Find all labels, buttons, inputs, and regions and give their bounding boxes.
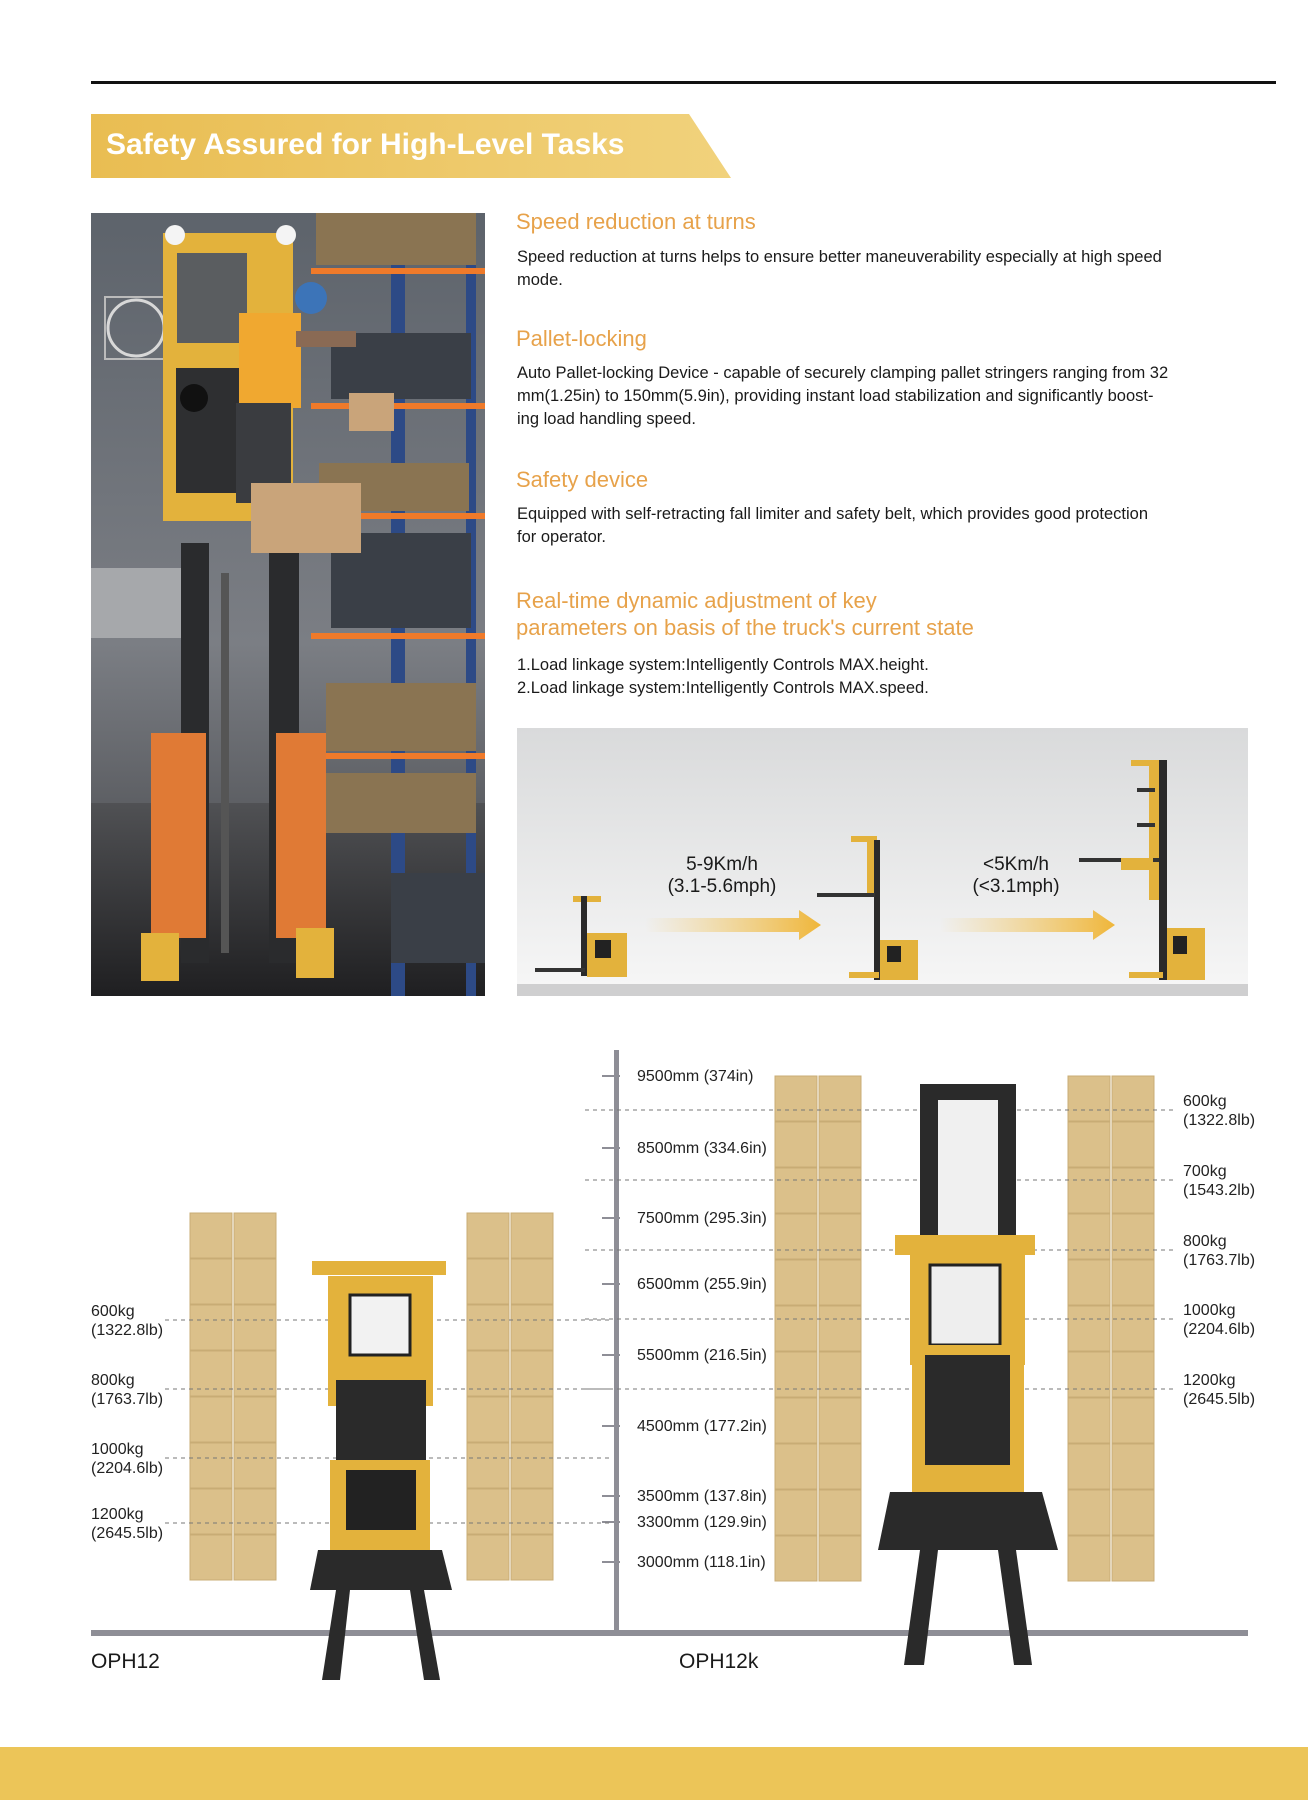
cargo-box — [1068, 1168, 1110, 1213]
load-lb-label: (2204.6lb) — [1183, 1321, 1256, 1338]
capacity-chart — [0, 1040, 1308, 1730]
text-safety-device — [517, 503, 1265, 549]
cargo-box — [775, 1076, 817, 1121]
cargo-box — [819, 1260, 861, 1305]
text-speed-reduction — [517, 246, 1265, 292]
heading-dynamic-adjustment — [516, 587, 974, 641]
speed-imperial: (<3.1mph) — [972, 876, 1060, 897]
text-line: for operator. — [517, 528, 606, 546]
cargo-box — [775, 1260, 817, 1305]
cargo-box — [234, 1443, 276, 1488]
cargo-box — [1068, 1444, 1110, 1489]
cargo-box — [775, 1536, 817, 1581]
height-label: 3000mm (118.1in) — [637, 1554, 766, 1571]
load-kg-label: 600kg — [91, 1303, 135, 1320]
cargo-box — [775, 1168, 817, 1213]
oph12k-truck-part — [895, 1235, 1035, 1255]
load-kg-label: 800kg — [1183, 1233, 1227, 1250]
speed-diagram — [517, 728, 1248, 996]
cargo-box — [1112, 1306, 1154, 1351]
cargo-box — [467, 1259, 509, 1304]
chart-baseline — [91, 1630, 1248, 1636]
page-title: Safety Assured for High-Level Tasks — [106, 128, 625, 161]
cargo-box — [1068, 1398, 1110, 1443]
load-lb-label: (2204.6lb) — [91, 1460, 164, 1477]
text-line: 1.Load linkage system:Intelligently Controls MAX.height. — [517, 656, 929, 674]
oph12-truck-part — [312, 1261, 446, 1275]
heading-safety-device: Safety device — [516, 467, 649, 492]
oph12k-truck-part — [998, 1550, 1032, 1665]
height-label: 4500mm (177.2in) — [637, 1418, 767, 1435]
cargo-box — [1068, 1260, 1110, 1305]
cargo-box — [1068, 1076, 1110, 1121]
oph12k-truck-part — [925, 1355, 1010, 1465]
load-kg-label: 1200kg — [91, 1506, 144, 1523]
cargo-box — [819, 1214, 861, 1259]
cargo-box — [1112, 1214, 1154, 1259]
cargo-box — [775, 1490, 817, 1535]
text-line: Equipped with self-retracting fall limiter and safety belt, which provides good protection — [517, 505, 1148, 523]
oph12k-truck-part — [878, 1492, 1058, 1550]
height-label: 8500mm (334.6in) — [637, 1140, 767, 1157]
cargo-box — [775, 1444, 817, 1489]
height-label: 7500mm (295.3in) — [637, 1210, 767, 1227]
speed-metric: <5Km/h — [982, 854, 1049, 875]
heading-line: parameters on basis of the truck's current state — [516, 615, 974, 640]
oph12k-truck-part — [904, 1550, 938, 1665]
speed-label-low — [647, 854, 797, 898]
cargo-box — [190, 1305, 232, 1350]
cargo-box — [511, 1259, 553, 1304]
cargo-box — [234, 1305, 276, 1350]
cargo-box — [1068, 1490, 1110, 1535]
height-label: 6500mm (255.9in) — [637, 1276, 767, 1293]
cargo-box — [467, 1535, 509, 1580]
cargo-box — [775, 1398, 817, 1443]
cargo-box — [190, 1489, 232, 1534]
cargo-box — [190, 1213, 232, 1258]
cargo-box — [511, 1535, 553, 1580]
cargo-box — [190, 1351, 232, 1396]
cargo-box — [1112, 1122, 1154, 1167]
cargo-box — [1112, 1260, 1154, 1305]
text-line: Speed reduction at turns helps to ensure better maneuverability especially at high speed — [517, 248, 1162, 266]
speed-metric: 5-9Km/h — [686, 854, 758, 875]
cargo-box — [190, 1259, 232, 1304]
cargo-box — [775, 1352, 817, 1397]
load-lb-label: (1543.2lb) — [1183, 1182, 1256, 1199]
cargo-box — [234, 1213, 276, 1258]
text-line: Auto Pallet-locking Device - capable of securely clamping pallet stringers ranging from 32 — [517, 364, 1169, 382]
load-lb-label: (1763.7lb) — [1183, 1252, 1256, 1269]
load-kg-label: 800kg — [91, 1372, 135, 1389]
text-line: mm(1.25in) to 150mm(5.9in), providing instant load stabilization and significantly boost- — [517, 387, 1154, 405]
model-label-oph12k: OPH12k — [679, 1650, 759, 1673]
oph12-truck-part — [346, 1470, 416, 1530]
top-rule — [91, 81, 1276, 84]
cargo-box — [1112, 1490, 1154, 1535]
speed-imperial: (3.1-5.6mph) — [667, 876, 777, 897]
load-kg-label: 700kg — [1183, 1163, 1227, 1180]
text-pallet-locking — [517, 362, 1265, 431]
load-lb-label: (1322.8lb) — [91, 1322, 164, 1339]
speed-label-high — [941, 854, 1091, 898]
height-label: 3300mm (129.9in) — [637, 1514, 767, 1531]
cargo-box — [234, 1535, 276, 1580]
cargo-box — [819, 1536, 861, 1581]
warehouse-operator-photo — [91, 213, 485, 996]
cargo-box — [467, 1489, 509, 1534]
height-label: 5500mm (216.5in) — [637, 1347, 767, 1364]
height-label: 9500mm (374in) — [637, 1068, 754, 1085]
cargo-box — [1112, 1398, 1154, 1443]
oph12-truck-part — [310, 1550, 452, 1590]
cargo-box — [819, 1076, 861, 1121]
cargo-box — [1068, 1536, 1110, 1581]
load-kg-label: 1000kg — [1183, 1302, 1236, 1319]
cargo-box — [819, 1306, 861, 1351]
cargo-box — [1112, 1168, 1154, 1213]
cargo-box — [467, 1213, 509, 1258]
cargo-box — [511, 1443, 553, 1488]
cargo-box — [1112, 1536, 1154, 1581]
cargo-box — [819, 1168, 861, 1213]
cargo-box — [467, 1397, 509, 1442]
cargo-box — [190, 1535, 232, 1580]
load-kg-label: 600kg — [1183, 1093, 1227, 1110]
cargo-box — [819, 1122, 861, 1167]
cargo-box — [819, 1444, 861, 1489]
cargo-box — [1112, 1352, 1154, 1397]
oph12-truck-part — [336, 1380, 426, 1460]
footer-band — [0, 1747, 1308, 1800]
height-axis — [614, 1050, 619, 1630]
cargo-box — [511, 1305, 553, 1350]
cargo-box — [819, 1490, 861, 1535]
load-lb-label: (2645.5lb) — [1183, 1391, 1256, 1408]
cargo-box — [511, 1489, 553, 1534]
load-lb-label: (1322.8lb) — [1183, 1112, 1256, 1129]
text-line: mode. — [517, 271, 563, 289]
cargo-box — [467, 1305, 509, 1350]
cargo-box — [234, 1259, 276, 1304]
cargo-box — [775, 1214, 817, 1259]
cargo-box — [1112, 1076, 1154, 1121]
cargo-box — [775, 1306, 817, 1351]
load-lb-label: (1763.7lb) — [91, 1391, 164, 1408]
cargo-box — [190, 1397, 232, 1442]
cargo-box — [1068, 1122, 1110, 1167]
cargo-box — [1068, 1214, 1110, 1259]
cargo-box — [1068, 1306, 1110, 1351]
cargo-box — [819, 1352, 861, 1397]
height-label: 3500mm (137.8in) — [637, 1488, 767, 1505]
cargo-box — [234, 1397, 276, 1442]
cargo-box — [819, 1398, 861, 1443]
heading-pallet-locking: Pallet-locking — [516, 326, 647, 351]
cargo-box — [467, 1443, 509, 1488]
cargo-box — [511, 1213, 553, 1258]
cargo-box — [1112, 1444, 1154, 1489]
load-kg-label: 1000kg — [91, 1441, 144, 1458]
text-line: ing load handling speed. — [517, 410, 696, 428]
load-kg-label: 1200kg — [1183, 1372, 1236, 1389]
cargo-box — [775, 1122, 817, 1167]
oph12-truck-part — [350, 1295, 410, 1355]
model-label-oph12: OPH12 — [91, 1650, 160, 1673]
load-lb-label: (2645.5lb) — [91, 1525, 164, 1542]
cargo-box — [1068, 1352, 1110, 1397]
cargo-box — [190, 1443, 232, 1488]
heading-speed-reduction: Speed reduction at turns — [516, 209, 756, 234]
text-dynamic-adjustment — [517, 654, 1265, 700]
cargo-box — [511, 1397, 553, 1442]
heading-line: Real-time dynamic adjustment of key — [516, 588, 877, 613]
cargo-box — [234, 1489, 276, 1534]
text-line: 2.Load linkage system:Intelligently Controls MAX.speed. — [517, 679, 929, 697]
oph12k-truck-part — [930, 1265, 1000, 1345]
